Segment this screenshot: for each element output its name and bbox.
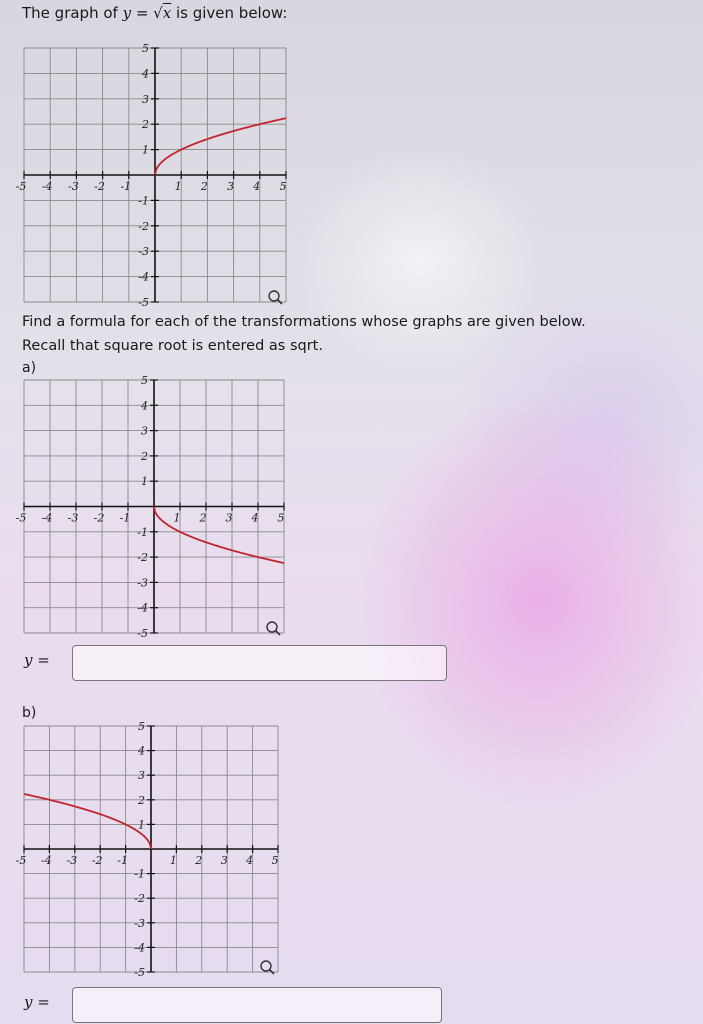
y-tick-label: 2 [141,449,148,463]
part-a-answer-input[interactable] [72,645,447,681]
x-tick-label: 2 [199,511,207,525]
x-tick-label: 1 [174,180,182,193]
x-tick-label: -3 [66,854,78,867]
x-tick-label: 3 [227,180,235,193]
x-tick-label: -5 [15,511,27,525]
x-tick-label: -2 [94,180,105,193]
x-tick-label: 2 [200,180,208,193]
x-tick-label: -1 [120,180,132,193]
part-a-label: a) [22,360,37,376]
heading-prefix: The graph of [22,4,123,22]
x-tick-label: -5 [15,854,27,867]
x-tick-label: 5 [279,180,287,193]
y-tick-label: 2 [142,118,149,132]
x-tick-label: -2 [91,854,103,867]
x-tick-label: -1 [117,854,128,867]
x-tick-label: -2 [93,511,105,525]
y-tick-label: 5 [141,375,148,387]
function-curve [155,118,286,175]
graph-part-b [0,720,703,982]
graph-original [0,40,703,310]
x-tick-label: 5 [277,511,285,525]
y-tick-label: -1 [137,525,148,539]
x-tick-label: 3 [225,511,233,525]
y-tick-label: -5 [137,627,148,640]
y-tick-label: 3 [138,769,145,783]
y-tick-label: -1 [138,194,149,208]
part-b-answer-label: y = [24,993,50,1011]
y-tick-label: 4 [142,67,149,81]
x-tick-label: -1 [119,511,131,525]
part-b-label: b) [22,705,37,721]
x-tick-label: 4 [253,180,261,193]
x-tick-label: 1 [173,511,181,525]
x-tick-label: -3 [67,511,79,525]
x-tick-label: 4 [246,854,254,867]
x-tick-label: 5 [271,854,279,867]
y-tick-label: -5 [138,296,149,309]
y-tick-label: -4 [134,941,145,955]
graph-part-a [0,375,703,640]
x-tick-label: -4 [41,511,53,525]
y-tick-label: 1 [138,818,145,832]
y-tick-label: 3 [142,92,149,106]
y-tick-label: -1 [134,867,145,881]
y-tick-label: -2 [138,219,149,233]
x-tick-label: -4 [41,180,53,193]
y-tick-label: 4 [141,399,148,413]
y-tick-label: -2 [134,892,145,906]
y-tick-label: 1 [141,475,148,489]
sqrt-expression: √x [153,4,172,22]
y-tick-label: -3 [134,916,145,930]
y-tick-label: -2 [137,551,148,565]
heading-eq: = [131,4,154,22]
y-tick-label: 5 [142,42,149,55]
heading [22,4,287,22]
y-tick-label: -4 [137,601,148,615]
instruction-line-1: Find a formula for each of the transformations whose graphs are given below. [22,314,586,330]
sqrt-arg: x [162,4,172,22]
heading-lhs: y [122,4,132,22]
heading-suffix: is given below: [171,4,288,22]
x-tick-label: 1 [169,854,177,867]
function-curve [24,794,151,849]
y-tick-label: -5 [134,966,145,979]
x-tick-label: -4 [41,854,52,867]
y-tick-label: -3 [137,576,148,590]
y-tick-label: 5 [138,720,145,733]
instruction-line-2: Recall that square root is entered as sqrt. [22,338,323,354]
x-tick-label: 3 [220,854,228,867]
x-tick-label: -3 [68,180,79,193]
x-tick-label: -5 [15,180,27,193]
part-a-answer-label: y = [24,651,50,669]
y-tick-label: 2 [138,793,145,807]
part-b-answer-input[interactable] [72,987,442,1023]
y-tick-label: 1 [142,143,149,157]
x-tick-label: 2 [195,854,203,867]
y-tick-label: -3 [138,245,149,259]
y-tick-label: 3 [141,424,148,438]
y-tick-label: -4 [138,270,149,284]
y-tick-label: 4 [138,744,145,758]
x-tick-label: 4 [251,511,259,525]
